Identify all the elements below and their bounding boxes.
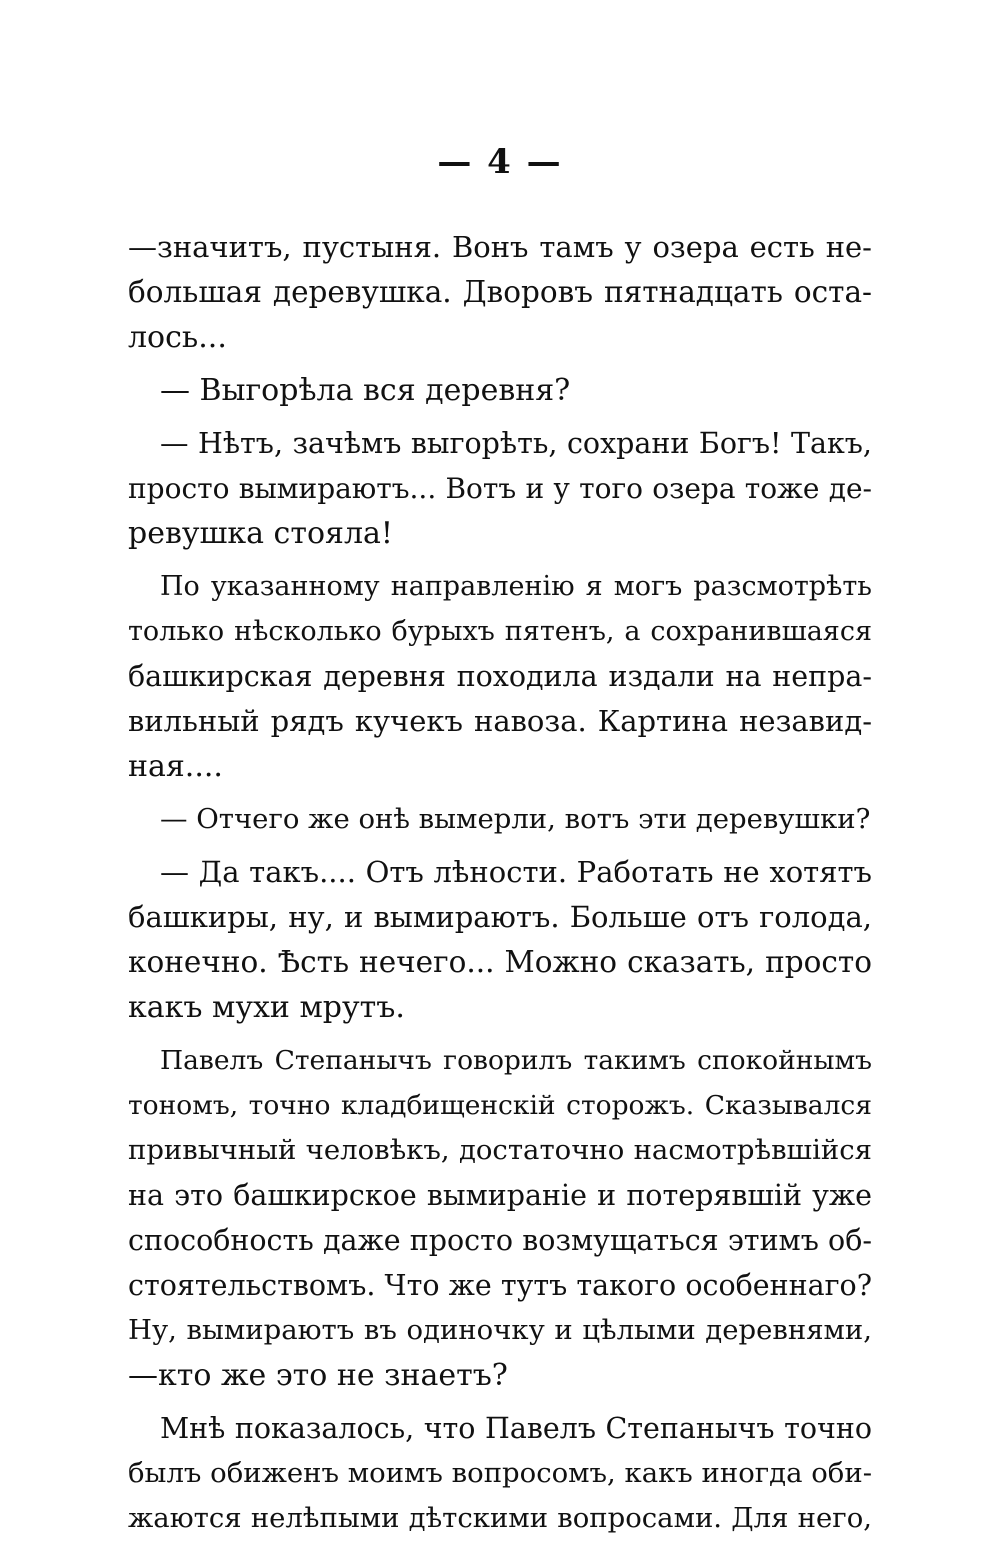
text-line: башкиры, ну, и вымираютъ. Больше отъ голода, [128, 900, 872, 934]
text-line: жаются нелѣпыми дѣтскими вопросами. Для него, [128, 1502, 872, 1534]
paragraph [128, 797, 872, 842]
text-line: большая деревушка. Дворовъ пятнадцать оста- [128, 275, 872, 309]
page-text [128, 225, 872, 1549]
text-line: вильный рядъ кучекъ навоза. Картина незавид- [128, 704, 872, 738]
text-line: Мнѣ показалось, что Павелъ Степанычъ точно [160, 1412, 872, 1445]
text-line: Ну, вымираютъ въ одиночку и цѣлыми деревнями, [128, 1314, 872, 1346]
text-line: просто вымираютъ... Вотъ и у того озера тоже де- [128, 472, 872, 505]
text-line: на это башкирское вымираніе и потерявшій уже [128, 1179, 872, 1212]
text-line: стоятельствомъ. Что же тутъ такого особеннаго? [128, 1269, 872, 1302]
text-line: — Нѣтъ, зачѣмъ выгорѣть, сохрани Богъ! Такъ, [160, 427, 872, 460]
text-line: —кто же это не знаетъ? [128, 1358, 508, 1393]
text-line: какъ мухи мрутъ. [128, 990, 405, 1025]
paragraph [128, 1406, 872, 1541]
text-line: тономъ, точно кладбищенскій сторожъ. Сказывался [128, 1090, 872, 1121]
text-line: только нѣсколько бурыхъ пятенъ, а сохранившаяся [128, 616, 872, 647]
paragraph [128, 1038, 872, 1398]
text-line: —значитъ, пустыня. Вонъ тамъ у озера есть не- [128, 230, 872, 264]
paragraph [128, 225, 872, 360]
text-line: былъ обиженъ моимъ вопросомъ, какъ иногда оби- [128, 1457, 872, 1489]
text-line: — Отчего же онѣ вымерли, вотъ эти деревушки? [160, 803, 871, 835]
text-line: Павелъ Степанычъ говорилъ такимъ спокойнымъ [160, 1045, 872, 1076]
text-line: конечно. Ѣсть нечего... Можно сказать, просто [128, 945, 872, 979]
paragraph [128, 421, 872, 556]
page-number: — 4 — [437, 142, 563, 182]
text-line: ревушка стояла! [128, 516, 393, 551]
text-line: башкирская деревня походила издали на непра- [128, 660, 872, 693]
text-line: По указанному направленію я могъ разсмотрѣть [160, 571, 872, 602]
text-line: ная.... [128, 749, 223, 784]
text-line: — Да такъ.... Отъ лѣности. Работать не хотятъ [160, 855, 872, 889]
text-line: лось... [128, 320, 227, 355]
paragraph [128, 564, 872, 789]
text-line: способность даже просто возмущаться этимъ об- [128, 1224, 872, 1257]
paragraph [128, 850, 872, 1030]
paragraph [128, 368, 872, 413]
text-line: привычный человѣкъ, достаточно насмотрѣвшійся [128, 1134, 872, 1166]
text-line: — Выгорѣла вся деревня? [160, 373, 571, 408]
